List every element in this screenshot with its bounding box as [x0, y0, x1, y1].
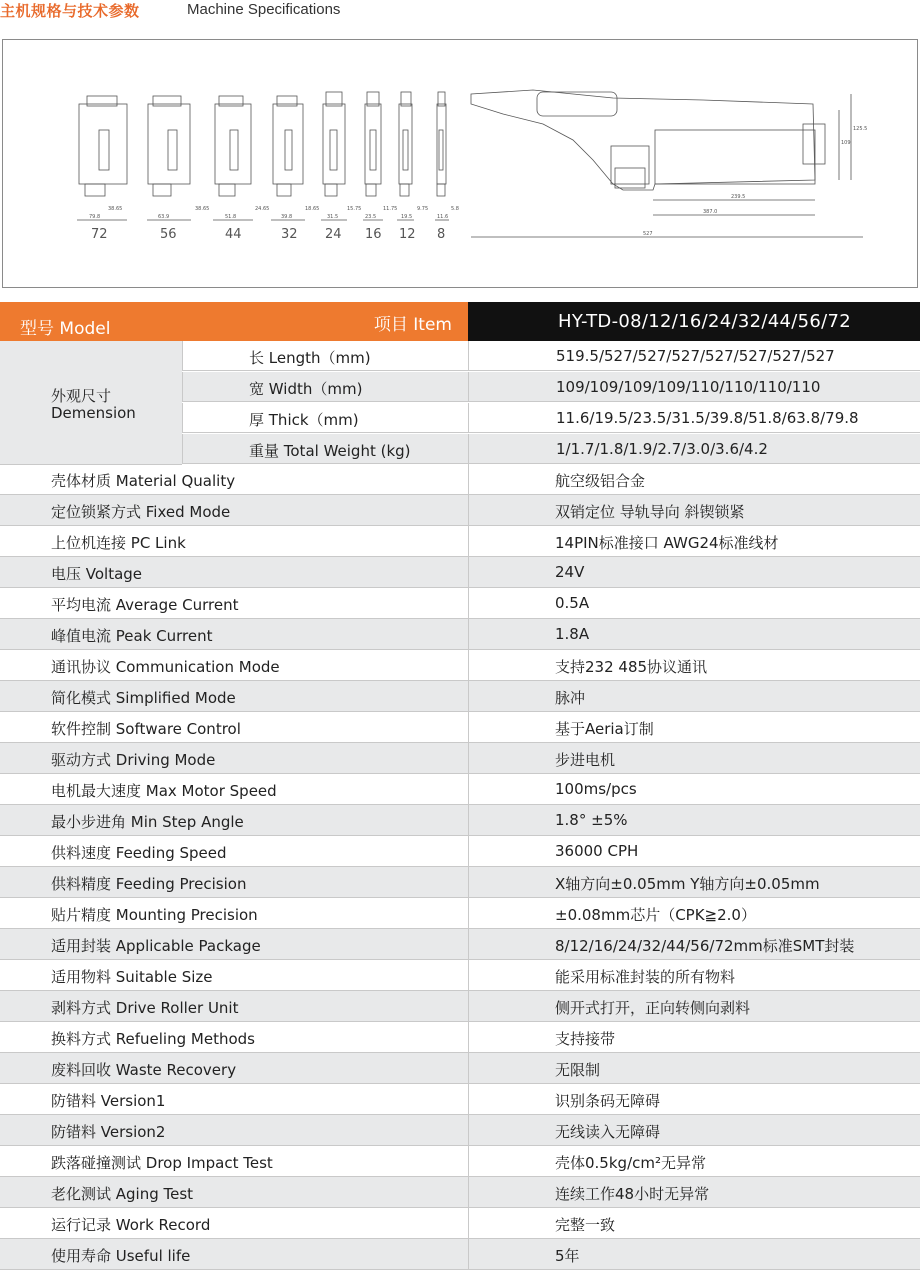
table-row: [0, 681, 920, 712]
dim-label: 15.75: [347, 206, 362, 212]
dim-label: 5.8: [451, 206, 459, 212]
feeder-front-24: [321, 92, 347, 220]
row-key: 平均电流 Average Current: [51, 596, 239, 614]
table-row: [0, 836, 920, 867]
row-key: 供料精度 Feeding Precision: [51, 875, 247, 893]
table-row: [0, 1239, 920, 1270]
row-value: 无线读入无障碍: [555, 1123, 661, 1141]
feeder-front-72: [77, 96, 127, 220]
table-row: [0, 1208, 920, 1239]
row-value: 支持232 485协议通讯: [555, 658, 708, 676]
row-value: 支持接带: [555, 1030, 616, 1048]
table-row: [0, 1115, 920, 1146]
dim-label: 387.0: [703, 209, 718, 215]
dim-label: 19.5: [401, 214, 413, 220]
row-value: 0.5A: [555, 594, 590, 612]
table-row: [0, 1084, 920, 1115]
dim-label: 23.5: [365, 214, 377, 220]
dim-label: 39.8: [281, 214, 293, 220]
page-header: [0, 0, 920, 28]
row-value: 能采用标准封装的所有物料: [555, 968, 736, 986]
row-key: 壳体材质 Material Quality: [51, 472, 236, 490]
row-value: 1.8A: [555, 625, 590, 643]
row-key: 软件控制 Software Control: [51, 720, 241, 738]
dim-label: 11.6: [437, 214, 449, 220]
row-key: 使用寿命 Useful life: [51, 1247, 191, 1265]
head-value: HY-TD-08/12/16/24/32/44/56/72: [558, 311, 851, 332]
dim-label: 125.5: [853, 126, 868, 132]
dim-label: 527: [643, 231, 653, 237]
row-key: 定位锁紧方式 Fixed Mode: [51, 503, 231, 521]
row-value: 双销定位 导轨导向 斜锲锁紧: [555, 503, 745, 521]
row-value: 侧开式打开，正向转侧向剥料: [555, 999, 751, 1017]
row-value: 5年: [555, 1247, 580, 1265]
row-key: 驱动方式 Driving Mode: [51, 751, 216, 769]
dimension-group: [0, 341, 920, 464]
head-item: 项目 Item: [373, 315, 452, 335]
width-label-44: 44: [225, 227, 242, 242]
row-value: 壳体0.5kg/cm²无异常: [555, 1154, 706, 1172]
table-row: [0, 929, 920, 960]
row-value: 14PIN标准接口 AWG24标准线材: [555, 534, 779, 552]
row-value: ±0.08mm芯片（CPK≧2.0）: [555, 906, 756, 924]
title-en: Machine Specifications: [187, 1, 341, 18]
feeder-front-56: [147, 96, 191, 220]
row-value: 完整一致: [555, 1216, 616, 1234]
row-value: 8/12/16/24/32/44/56/72mm标准SMT封装: [555, 937, 855, 955]
row-key: 最小步进角 Min Step Angle: [51, 813, 244, 831]
row-value: 无限制: [555, 1061, 601, 1079]
table-row: [0, 650, 920, 681]
row-key: 剥料方式 Drive Roller Unit: [51, 999, 239, 1017]
dimension-label: 外观尺寸 Demension: [0, 341, 182, 465]
spec-table: [0, 302, 920, 1270]
row-key: 废料回收 Waste Recovery: [51, 1061, 237, 1079]
row-key: 防错料 Version1: [51, 1092, 166, 1110]
dim-label: 38.65: [108, 206, 123, 212]
width-label-24: 24: [325, 227, 342, 242]
row-key: 通讯协议 Communication Mode: [51, 658, 280, 676]
width-label-12: 12: [399, 227, 416, 242]
row-value: 24V: [555, 563, 585, 581]
row-value: 基于Aeria订制: [555, 720, 654, 738]
row-value: 航空级铝合金: [555, 472, 646, 490]
drawing-svg: [3, 40, 917, 287]
dim-label: 9.75: [417, 206, 429, 212]
table-row: [0, 1177, 920, 1208]
table-row: [0, 743, 920, 774]
feeder-front-12: [397, 92, 414, 220]
head-model: 型号 Model: [20, 319, 111, 339]
dimension-row: 宽 Width（mm) 109/109/109/109/110/110/110/110: [182, 372, 920, 402]
width-label-16: 16: [365, 227, 382, 242]
width-label-56: 56: [160, 227, 177, 242]
dim-label: 11.75: [383, 206, 398, 212]
row-key: 供料速度 Feeding Speed: [51, 844, 227, 862]
feeder-front-32: [271, 96, 305, 220]
row-value: 1.8° ±5%: [555, 811, 628, 829]
table-header: [0, 302, 920, 341]
table-row: [0, 867, 920, 898]
dim-label: 31.5: [327, 214, 339, 220]
dimension-row: 重量 Total Weight (kg) 1/1.7/1.8/1.9/2.7/3.0/3.6/4.2: [182, 434, 920, 464]
table-row: [0, 898, 920, 929]
dim-label: 24.65: [255, 206, 270, 212]
table-row: [0, 557, 920, 588]
feeder-front-44: [213, 96, 253, 220]
dim-label: 18.65: [305, 206, 320, 212]
row-key: 跌落碰撞测试 Drop Impact Test: [51, 1154, 273, 1172]
dim-label: 239.5: [731, 194, 746, 200]
feeder-front-8: [435, 92, 449, 220]
row-value: 36000 CPH: [555, 842, 639, 860]
technical-drawing: [2, 39, 918, 288]
dimension-row: 长 Length（mm) 519.5/527/527/527/527/527/527/527: [182, 341, 920, 371]
dim-label: 38.65: [195, 206, 210, 212]
row-key: 适用物料 Suitable Size: [51, 968, 213, 986]
width-label-32: 32: [281, 227, 298, 242]
table-row: [0, 1022, 920, 1053]
row-key: 简化模式 Simplified Mode: [51, 689, 236, 707]
dim-label: 51.8: [225, 214, 237, 220]
row-key: 老化测试 Aging Test: [51, 1185, 194, 1203]
table-row: [0, 1146, 920, 1177]
table-row: [0, 1053, 920, 1084]
row-value: X轴方向±0.05mm Y轴方向±0.05mm: [555, 875, 820, 893]
row-key: 适用封装 Applicable Package: [51, 937, 261, 955]
table-row: [0, 464, 920, 495]
dim-label: 63.9: [158, 214, 170, 220]
spec-rows: [0, 464, 920, 1270]
row-value: 脉冲: [555, 689, 586, 707]
row-value: 100ms/pcs: [555, 780, 637, 798]
table-row: [0, 712, 920, 743]
row-key: 运行记录 Work Record: [51, 1216, 211, 1234]
row-value: 步进电机: [555, 751, 616, 769]
table-row: [0, 495, 920, 526]
dim-label: 109: [841, 140, 851, 146]
dim-label: 79.8: [89, 214, 101, 220]
row-value: 识别条码无障碍: [555, 1092, 661, 1110]
row-key: 上位机连接 PC Link: [51, 534, 186, 552]
title-cn: 主机规格与技术参数: [0, 2, 140, 20]
table-row: [0, 588, 920, 619]
row-key: 峰值电流 Peak Current: [51, 627, 213, 645]
row-key: 换料方式 Refueling Methods: [51, 1030, 255, 1048]
dimension-row: 厚 Thick（mm) 11.6/19.5/23.5/31.5/39.8/51.8/63.8/79.8: [182, 403, 920, 433]
width-label-8: 8: [437, 227, 446, 242]
row-key: 电压 Voltage: [51, 565, 143, 583]
feeder-front-16: [363, 92, 383, 220]
table-row: [0, 619, 920, 650]
table-row: [0, 960, 920, 991]
width-label-72: 72: [91, 227, 108, 242]
row-value: 连续工作48小时无异常: [555, 1185, 710, 1203]
row-key: 电机最大速度 Max Motor Speed: [51, 782, 277, 800]
feeder-side-view: [471, 90, 863, 237]
table-row: [0, 805, 920, 836]
row-key: 贴片精度 Mounting Precision: [51, 906, 258, 924]
table-row: [0, 774, 920, 805]
row-key: 防错料 Version2: [51, 1123, 166, 1141]
table-row: [0, 526, 920, 557]
table-row: [0, 991, 920, 1022]
